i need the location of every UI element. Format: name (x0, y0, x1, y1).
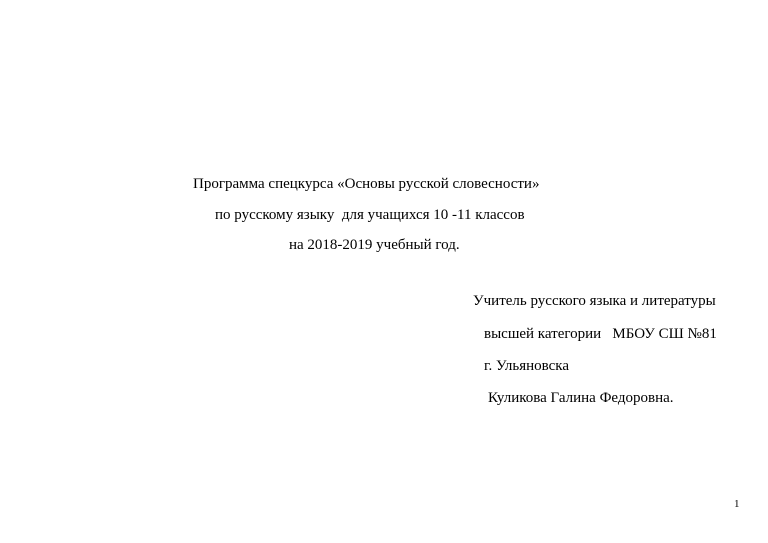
author-position-line: Учитель русского языка и литературы (473, 293, 716, 309)
author-name-line: Куликова Галина Федоровна. (488, 390, 674, 406)
program-year-line: на 2018-2019 учебный год. (289, 237, 460, 253)
program-subject-line: по русскому языку для учащихся 10 -11 классов (215, 207, 525, 223)
page-number: 1 (734, 498, 740, 510)
author-category-line: высшей категории МБОУ СШ №81 (484, 326, 717, 342)
author-city-line: г. Ульяновска (484, 358, 570, 374)
program-title-line: Программа спецкурса «Основы русской словесности» (193, 176, 540, 192)
